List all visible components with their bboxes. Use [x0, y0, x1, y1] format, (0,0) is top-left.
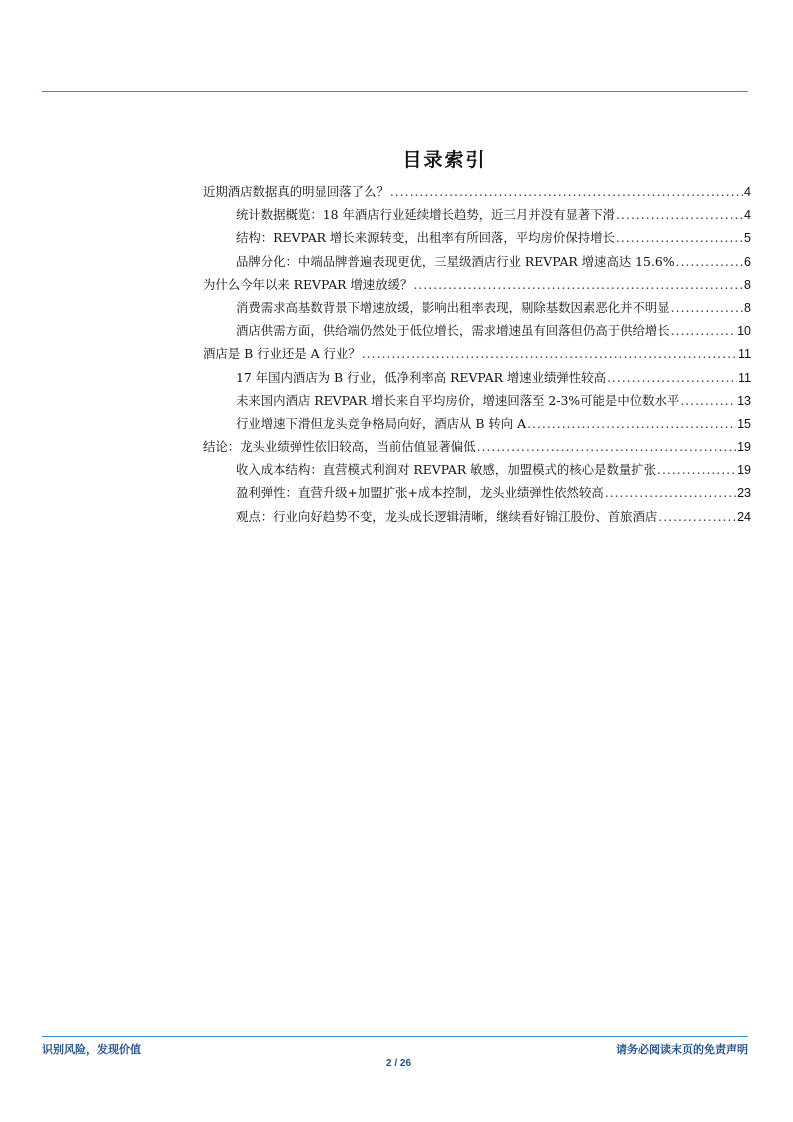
toc-leader-dots — [527, 412, 736, 435]
toc-page-number: 19 — [737, 463, 751, 478]
toc-entry[interactable] — [203, 481, 751, 504]
footer-disclaimer: 请务必阅读末页的免责声明 — [616, 1044, 748, 1056]
toc-entry-text: 统计数据概览：18 年酒店行业延续增长趋势，近三月并没有显著下滑 — [236, 207, 616, 223]
toc-entry-text: 结论：龙头业绩弹性依旧较高，当前估值显著偏低 — [203, 439, 476, 455]
toc-leader-dots — [616, 203, 743, 226]
toc-entry-text: 盈利弹性：直营升级+加盟扩张+成本控制，龙头业绩弹性依然较高 — [236, 485, 604, 501]
table-of-contents — [203, 180, 751, 528]
toc-leader-dots — [605, 481, 736, 504]
toc-entry-text: 行业增速下滑但龙头竞争格局向好，酒店从 B 转向 A — [236, 415, 527, 431]
toc-entry[interactable] — [203, 505, 751, 528]
toc-page-number: 6 — [744, 254, 751, 269]
toc-leader-dots — [658, 505, 736, 528]
toc-leader-dots — [676, 250, 744, 273]
toc-entry-text: 酒店是 B 行业还是 A 行业？ — [203, 346, 361, 362]
toc-entry-text: 结构：REVPAR 增长来源转变，出租率有所回落，平均房价保持增长 — [236, 230, 615, 246]
toc-page-number: 13 — [737, 393, 751, 408]
toc-entry-text: 品牌分化：中端品牌普遍表现更优，三星级酒店行业 REVPAR 增速高达 15.6% — [236, 253, 675, 269]
toc-leader-dots — [616, 226, 743, 249]
toc-leader-dots — [680, 389, 736, 412]
toc-leader-dots — [671, 319, 736, 342]
toc-entry[interactable] — [203, 226, 751, 249]
toc-page-number: 24 — [737, 509, 751, 524]
toc-entry[interactable] — [203, 319, 751, 342]
toc-entry-text: 收入成本结构：直营模式利润对 REVPAR 敏感，加盟模式的核心是数量扩张 — [236, 462, 657, 478]
toc-page-number: 8 — [744, 300, 751, 315]
toc-entry[interactable] — [203, 412, 751, 435]
toc-leader-dots — [413, 273, 743, 296]
toc-page-number: 8 — [744, 277, 751, 292]
toc-entry[interactable] — [203, 203, 751, 226]
toc-leader-dots — [477, 435, 737, 458]
footer-rule — [42, 1036, 748, 1037]
toc-title: 目录索引 — [402, 149, 487, 171]
toc-page-number: 5 — [744, 231, 751, 246]
toc-leader-dots — [671, 296, 743, 319]
toc-leader-dots — [390, 180, 743, 203]
toc-entry[interactable] — [203, 180, 751, 203]
toc-leader-dots — [657, 458, 736, 481]
toc-entry-text: 观点：行业向好趋势不变，龙头成长逻辑清晰，继续看好锦江股份、首旅酒店 — [236, 508, 658, 524]
toc-entry[interactable] — [203, 342, 751, 365]
toc-entry-text: 17 年国内酒店为 B 行业，低净利率高 REVPAR 增速业绩弹性较高 — [236, 369, 606, 385]
toc-entry[interactable] — [203, 458, 751, 481]
toc-entry[interactable] — [203, 250, 751, 273]
header-rule — [42, 91, 748, 92]
toc-entry[interactable] — [203, 435, 751, 458]
toc-leader-dots — [607, 366, 737, 389]
toc-entry[interactable] — [203, 366, 751, 389]
toc-entry-text: 酒店供需方面，供给端仍然处于低位增长，需求增速虽有回落但仍高于供给增长 — [236, 323, 670, 339]
toc-page-number: 10 — [737, 324, 751, 339]
toc-entry-text: 为什么今年以来 REVPAR 增速放缓？ — [203, 276, 413, 292]
toc-leader-dots — [362, 342, 737, 365]
toc-entry-text: 消费需求高基数背景下增速放缓，影响出租率表现，剔除基数因素恶化并不明显 — [236, 299, 670, 315]
toc-entry-text: 近期酒店数据真的明显回落了么？ — [203, 184, 389, 199]
toc-page-number: 4 — [744, 185, 751, 199]
toc-entry[interactable] — [203, 296, 751, 319]
toc-entry[interactable] — [203, 273, 751, 296]
toc-page-number: 11 — [738, 370, 751, 385]
toc-page-number: 4 — [744, 208, 751, 223]
toc-page-number: 15 — [737, 416, 751, 431]
page-number: 2 / 26 — [385, 1058, 412, 1069]
toc-page-number: 19 — [737, 440, 751, 455]
toc-page-number: 11 — [738, 347, 751, 362]
toc-entry[interactable] — [203, 389, 751, 412]
toc-entry-text: 未来国内酒店 REVPAR 增长来自平均房价，增速回落至 2-3%可能是中位数水平 — [236, 392, 680, 408]
toc-page-number: 23 — [737, 486, 751, 501]
footer-slogan: 识别风险，发现价值 — [42, 1044, 141, 1056]
